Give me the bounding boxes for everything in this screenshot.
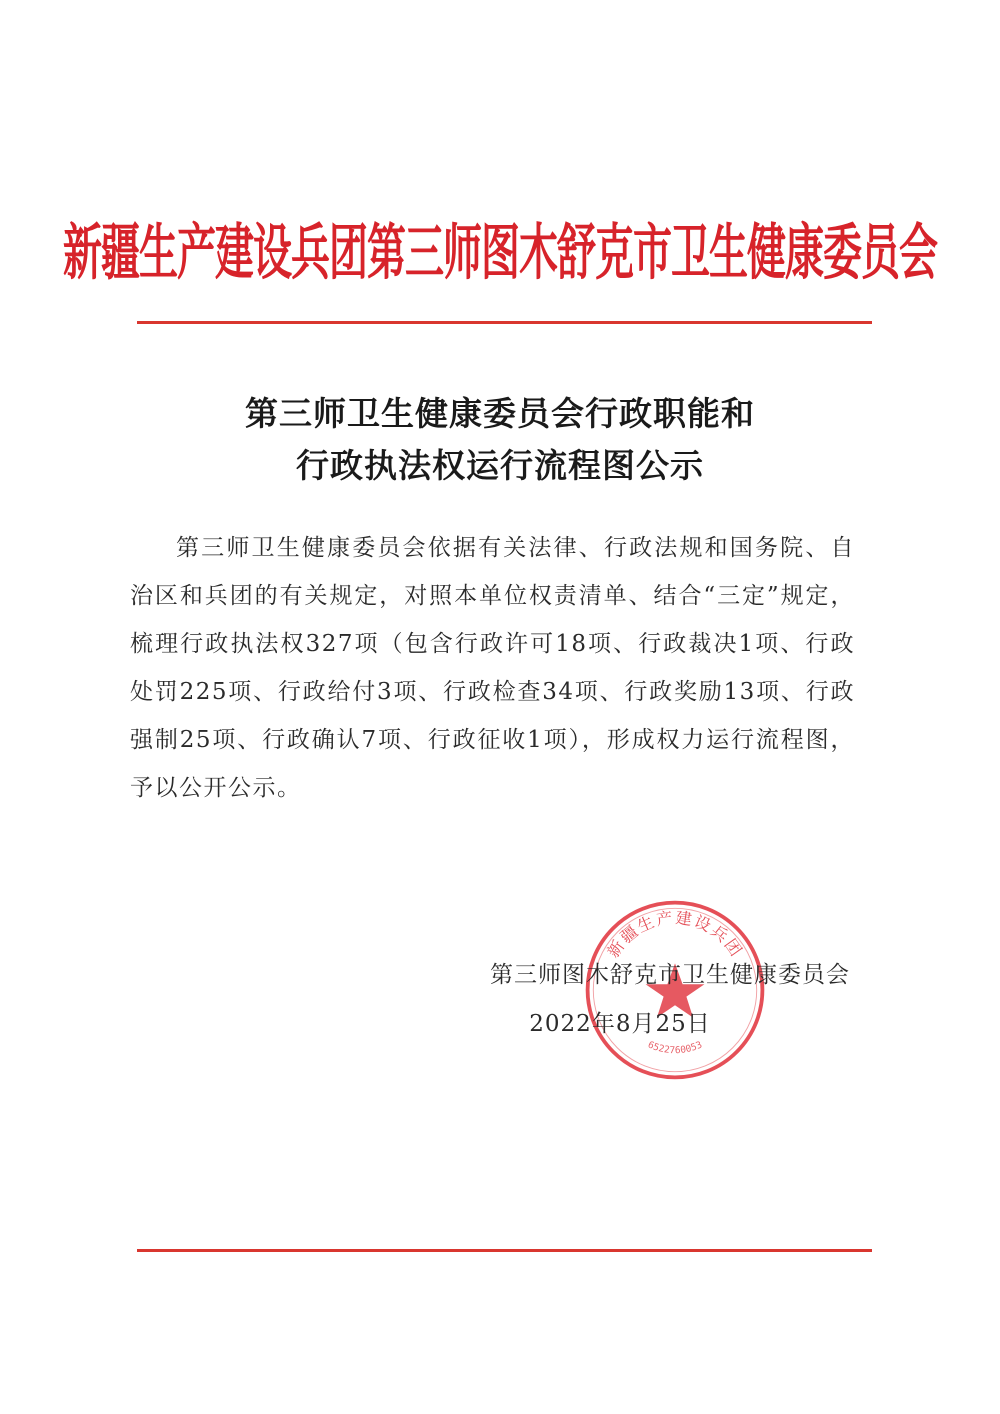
signature-date: 2022年8月25日 (529, 1011, 711, 1037)
seal-number: 6522760053 (646, 1039, 704, 1057)
svg-text:新疆生产建设兵团 (603, 908, 746, 961)
footer-divider (137, 1249, 872, 1252)
svg-text:6522760053 (646, 1039, 704, 1056)
seal-arc-text: 新疆生产建设兵团 (603, 908, 747, 962)
body-paragraph: 第三师卫生健康委员会依据有关法律、行政法规和国务院、自治区和兵团的有关规定，对照本单位权责清单、结合“三定”规定，梳理行政执法权327项（包含行政许可18项、行政裁决1项、行政处罚225项、行政给付3项、行政检查34项、行政奖励13项、行政强制25项、行政确认7项、行政征收1项），形成权力运行流程图，予以公开公示。 (130, 535, 855, 801)
document-title-line-1: 第三师卫生健康委员会行政职能和 (245, 394, 755, 433)
document-title-line-2: 行政执法权运行流程图公示 (296, 446, 704, 485)
signature-org: 第三师图木舒克市卫生健康委员会 (490, 962, 850, 988)
org-header: 新疆生产建设兵团第三师图木舒克市卫生健康委员会 (63, 217, 938, 289)
header-divider (137, 321, 872, 324)
official-seal-icon (580, 895, 770, 1085)
